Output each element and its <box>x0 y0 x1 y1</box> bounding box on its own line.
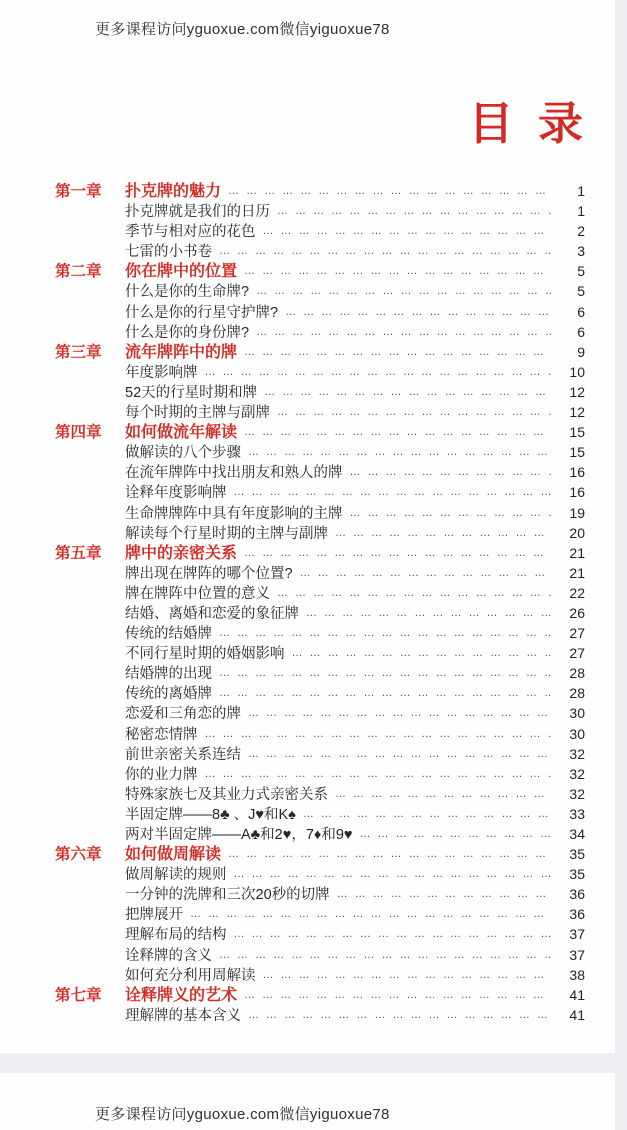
page-number: 5 <box>577 263 585 280</box>
toc-entry-title: 什么是你的生命牌? <box>125 284 250 301</box>
dot-leader <box>335 523 551 543</box>
page-number: 28 <box>569 685 585 702</box>
dot-leader <box>244 261 551 281</box>
toc-chapter-row <box>55 844 585 864</box>
page-number: 19 <box>569 504 585 521</box>
toc-item-row <box>55 503 585 523</box>
toc-entry-title: 结婚、离婚和恋爱的象征牌 <box>125 605 299 622</box>
page-number: 12 <box>569 383 585 400</box>
dot-leader <box>277 583 551 603</box>
toc-entry-title: 特殊家族七及其业力式亲密关系 <box>125 786 328 803</box>
toc-entry-title: 如何做周解读 <box>125 846 222 864</box>
chapter-label: 第六章 <box>55 846 102 864</box>
toc-item-row <box>55 281 585 301</box>
page-number: 6 <box>577 323 585 340</box>
chapter-label: 第四章 <box>55 424 102 442</box>
toc-chapter-row <box>55 342 585 362</box>
dot-leader <box>244 422 551 442</box>
toc-entry-title: 前世亲密关系连结 <box>125 746 241 763</box>
dot-leader <box>248 744 551 764</box>
page-number: 30 <box>569 725 585 742</box>
toc-entry-title: 恋爱和三角恋的牌 <box>125 706 241 723</box>
toc-item-row <box>55 764 585 784</box>
dot-leader <box>228 844 551 864</box>
toc-entry-title: 52天的行星时期和牌 <box>125 384 258 401</box>
toc-entry-title: 一分钟的洗牌和三次20秒的切牌 <box>125 887 330 904</box>
page-number: 5 <box>577 283 585 300</box>
toc-entry-title: 扑克牌的魅力 <box>125 183 222 200</box>
dot-leader <box>228 181 551 201</box>
dot-leader <box>219 623 551 643</box>
toc-entry-title: 做解读的八个步骤 <box>125 445 241 462</box>
dot-leader <box>263 965 552 985</box>
dot-leader <box>205 764 552 784</box>
toc-entry-title: 每个时期的主牌与副牌 <box>125 405 270 422</box>
dot-leader <box>248 703 551 723</box>
toc-entry-title: 七雷的小书卷 <box>125 244 212 261</box>
toc-list <box>0 181 615 1025</box>
toc-entry-title: 把牌展开 <box>125 907 183 924</box>
toc-item-row <box>55 663 585 683</box>
dot-leader <box>190 904 551 924</box>
toc-item-row <box>55 382 585 402</box>
toc-chapter-row <box>55 543 585 563</box>
dot-leader <box>205 724 552 744</box>
page-number: 27 <box>569 625 585 642</box>
dot-leader <box>350 462 552 482</box>
toc-item-row <box>55 583 585 603</box>
page-number: 34 <box>569 826 585 842</box>
toc-item-row <box>55 241 585 261</box>
toc-item-row <box>55 703 585 723</box>
dot-leader <box>306 603 551 623</box>
toc-chapter-row <box>55 985 585 1005</box>
page-watermark-header: 更多课程访问yguoxue.com微信yiguoxue78 <box>95 21 390 38</box>
toc-entry-title: 半固定牌——8♣ 、J♥和K♠ <box>125 806 296 823</box>
toc-entry-title: 牌在牌阵中位置的意义 <box>125 585 270 602</box>
dot-leader <box>337 884 551 904</box>
toc-entry-title: 什么是你的身份牌? <box>125 324 250 341</box>
toc-item-row <box>55 864 585 884</box>
chapter-label: 第三章 <box>55 343 102 361</box>
dot-leader <box>360 824 552 844</box>
page-number: 3 <box>577 243 585 260</box>
page-number: 1 <box>577 183 585 199</box>
dot-leader <box>234 924 552 944</box>
dot-leader <box>256 322 551 342</box>
dot-leader <box>219 945 551 965</box>
toc-title: 目 录 <box>468 98 589 149</box>
page-number: 32 <box>569 765 585 782</box>
dot-leader <box>277 201 551 221</box>
toc-item-row <box>55 683 585 703</box>
page-number: 1 <box>577 203 585 220</box>
page-number: 41 <box>569 1006 585 1023</box>
dot-leader <box>219 683 551 703</box>
dot-leader <box>244 985 551 1005</box>
dot-leader <box>219 663 551 683</box>
page-number: 41 <box>569 986 585 1003</box>
page-number: 32 <box>569 785 585 802</box>
toc-entry-title: 两对半固定牌——A♣和2♥，7♦和9♥ <box>125 827 353 843</box>
chapter-label: 第一章 <box>55 183 102 200</box>
toc-entry-title: 你的业力牌 <box>125 766 198 783</box>
toc-chapter-row <box>55 422 585 442</box>
toc-item-row <box>55 965 585 985</box>
page-number: 37 <box>569 926 585 943</box>
page-number: 30 <box>569 705 585 722</box>
toc-item-row <box>55 643 585 663</box>
toc-item-row <box>55 824 585 844</box>
toc-entry-title: 流年牌阵中的牌 <box>125 343 238 361</box>
page-number: 38 <box>569 966 585 983</box>
toc-entry-title: 诠释牌义的艺术 <box>125 986 238 1004</box>
toc-entry-title: 诠释牌的含义 <box>125 947 212 964</box>
dot-leader <box>300 563 551 583</box>
dot-leader <box>234 482 552 502</box>
toc-item-row <box>55 201 585 221</box>
page-number: 21 <box>569 544 585 561</box>
page-number: 22 <box>569 584 585 601</box>
toc-item-row <box>55 945 585 965</box>
dot-leader <box>264 382 551 402</box>
page-number: 36 <box>569 886 585 903</box>
toc-entry-title: 扑克牌就是我们的日历 <box>125 204 270 221</box>
toc-item-row <box>55 322 585 342</box>
page-number: 20 <box>569 524 585 541</box>
page-number: 36 <box>569 906 585 923</box>
toc-entry-title: 传统的离婚牌 <box>125 686 212 703</box>
page-number: 15 <box>569 424 585 441</box>
toc-entry-title: 理解布局的结构 <box>125 927 227 944</box>
dot-leader <box>234 864 552 884</box>
next-page <box>0 1073 615 1130</box>
toc-item-row <box>55 904 585 924</box>
page-number: 27 <box>569 645 585 662</box>
dot-leader <box>263 221 552 241</box>
page-watermark-header: 更多课程访问yguoxue.com微信yiguoxue78 <box>95 1106 390 1123</box>
page-number: 12 <box>569 404 585 421</box>
page-number: 37 <box>569 946 585 963</box>
dot-leader <box>248 1005 551 1025</box>
page-number: 21 <box>569 564 585 581</box>
toc-entry-title: 秘密恋情牌 <box>125 726 198 743</box>
toc-entry-title: 如何做流年解读 <box>125 424 238 442</box>
dot-leader <box>219 241 551 261</box>
toc-item-row <box>55 623 585 643</box>
toc-item-row <box>55 362 585 382</box>
toc-entry-title: 做周解读的规则 <box>125 867 227 884</box>
toc-item-row <box>55 563 585 583</box>
toc-chapter-row <box>55 261 585 281</box>
dot-leader <box>205 362 552 382</box>
page-number: 10 <box>569 363 585 380</box>
toc-entry-title: 你在牌中的位置 <box>125 263 238 281</box>
page-number: 9 <box>577 343 585 360</box>
page-number: 35 <box>569 846 585 863</box>
dot-leader <box>335 784 551 804</box>
page-number: 16 <box>569 484 585 501</box>
page-number: 33 <box>569 805 585 822</box>
page-number: 6 <box>577 303 585 320</box>
toc-entry-title: 牌出现在牌阵的哪个位置? <box>125 565 293 582</box>
toc-item-row <box>55 603 585 623</box>
dot-leader <box>256 281 551 301</box>
toc-entry-title: 牌中的亲密关系 <box>125 544 238 562</box>
toc-item-row <box>55 784 585 804</box>
page-number: 2 <box>577 223 585 240</box>
toc-item-row <box>55 402 585 422</box>
page-number: 15 <box>569 444 585 461</box>
toc-entry-title: 在流年牌阵中找出朋友和熟人的牌 <box>125 465 343 482</box>
dot-leader <box>292 643 552 663</box>
chapter-label: 第七章 <box>55 986 102 1004</box>
dot-leader <box>277 402 551 422</box>
toc-entry-title: 解读每个行星时期的主牌与副牌 <box>125 525 328 542</box>
toc-chapter-row <box>55 181 585 201</box>
page-number: 28 <box>569 665 585 682</box>
toc-entry-title: 如何充分利用周解读 <box>125 967 256 984</box>
dot-leader <box>303 804 551 824</box>
toc-entry-title: 传统的结婚牌 <box>125 626 212 643</box>
toc-entry-title: 年度影响牌 <box>125 364 198 381</box>
toc-entry-title: 结婚牌的出现 <box>125 666 212 683</box>
page-number: 16 <box>569 464 585 481</box>
toc-entry-title: 什么是你的行星守护牌? <box>125 304 279 321</box>
toc-item-row <box>55 523 585 543</box>
toc-entry-title: 季节与相对应的花色 <box>125 224 256 241</box>
toc-item-row <box>55 442 585 462</box>
toc-item-row <box>55 1005 585 1025</box>
toc-entry-title: 理解牌的基本含义 <box>125 1007 241 1024</box>
dot-leader <box>244 342 551 362</box>
page-number: 35 <box>569 866 585 883</box>
toc-entry-title: 生命牌牌阵中具有年度影响的主牌 <box>125 505 343 522</box>
chapter-label: 第二章 <box>55 263 102 281</box>
page-number: 32 <box>569 745 585 762</box>
chapter-label: 第五章 <box>55 544 102 562</box>
toc-item-row <box>55 482 585 502</box>
dot-leader <box>285 302 551 322</box>
page-number: 26 <box>569 604 585 621</box>
toc-item-row <box>55 924 585 944</box>
toc-entry-title: 不同行星时期的婚姻影响 <box>125 646 285 663</box>
toc-item-row <box>55 302 585 322</box>
toc-item-row <box>55 744 585 764</box>
toc-item-row <box>55 884 585 904</box>
toc-item-row <box>55 221 585 241</box>
dot-leader <box>248 442 551 462</box>
toc-item-row <box>55 804 585 824</box>
toc-item-row <box>55 724 585 744</box>
dot-leader <box>244 543 551 563</box>
dot-leader <box>350 503 552 523</box>
toc-item-row <box>55 462 585 482</box>
toc-entry-title: 诠释年度影响牌 <box>125 485 227 502</box>
